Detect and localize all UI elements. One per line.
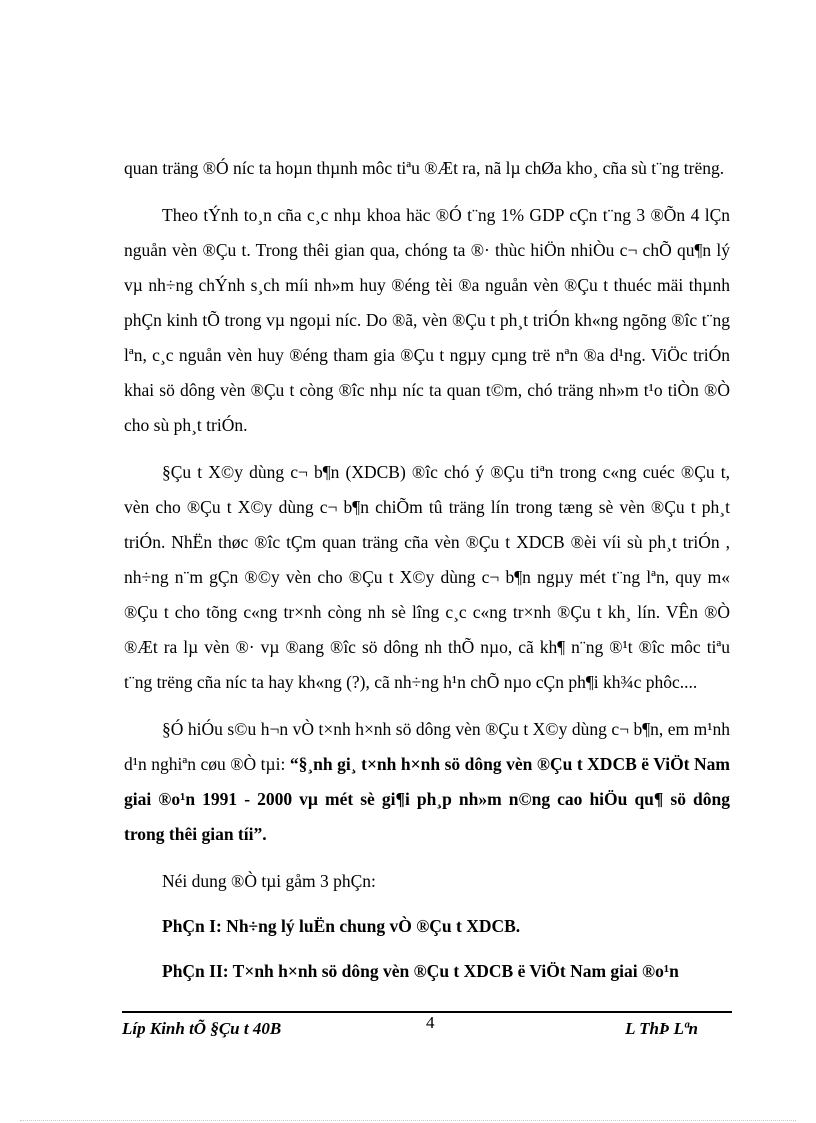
page-number: 4 bbox=[426, 1013, 435, 1032]
topic-title: “§¸nh gi¸ t×nh h×nh sö dông vèn ®Çu t XDCB ë ViÖt Nam giai ®o¹n 1991 - 2000 vµ mét sè gi¶i ph¸p nh»m n©ng cao hiÖu qu¶ sö dông trong thêi gian tíi”. bbox=[124, 754, 730, 844]
footer-author-name: L ThÞ Lªn bbox=[625, 1019, 698, 1038]
topic-intro-text: §Ó hiÓu s©u h¬n vÒ t×nh h×nh sö dông vèn ®Çu t X©y dùng c¬ b¶n, em m¹nh d¹n nghiªn cøu ®Ò tµi: bbox=[124, 719, 730, 774]
section-part-one: PhÇn I: Nh÷ng lý luËn chung vÒ ®Çu t XDCB. bbox=[162, 916, 521, 936]
paragraph-xdcb-investment: §Çu t X©y dùng c¬ b¶n (XDCB) ®îc chó ý ®Çu tiªn trong c«ng cuéc ®Çu t, vèn cho ®Çu t X©y dùng c¬ b¶n chiÕm tû träng lín trong tæng sè vèn ®Çu t ph¸t triÓn. NhËn thøc ®îc tÇm quan träng cña vèn ®Çu t XDCB ®èi víi sù ph¸t triÓn , nh÷ng n¨m gÇn ®©y vèn cho ®Çu t X©y dùng c¬ b¶n ngµy mét t¨ng lªn, quy m« ®Çu t cho tõng c«ng tr×nh còng nh sè lîng c¸c c«ng tr×nh ®Çu t kh¸ lín. VÊn ®Ò ®Æt ra lµ vèn ®· vµ ®ang ®îc sö dông nh thÕ nµo, cã kh¶ n¨ng ®¹t ®îc môc tiªu t¨ng trëng cña níc ta hay kh«ng (?), cã nh÷ng h¹n chÕ nµo cÇn ph¶i kh¾c phôc.... bbox=[124, 462, 730, 692]
paragraph-contents-intro: Néi dung ®Ò tµi gåm 3 phÇn: bbox=[162, 871, 376, 891]
paragraph-continuation: quan träng ®Ó níc ta hoµn thµnh môc tiªu ®Æt ra, nã lµ chØa kho¸ cña sù t¨ng trëng. bbox=[124, 158, 725, 178]
footer-class-name: Líp Kinh tÕ §Çu t 40B bbox=[122, 1019, 282, 1038]
paragraph-investment-calculation: Theo tÝnh to¸n cña c¸c nhµ khoa häc ®Ó t¨ng 1% GDP cÇn t¨ng 3 ®Õn 4 lÇn nguån vèn ®Çu t. Trong thêi gian qua, chóng ta ®· thùc hiÖn nhiÒu c¬ chÕ qu¶n lý vµ nh÷ng chÝnh s¸ch míi nh»m huy ®éng tèi ®a nguån vèn ®Çu t thuéc mäi thµnh phÇn kinh tÕ trong vµ ngoµi níc. Do ®ã, vèn ®Çu t ph¸t triÓn kh«ng ngõng ®îc t¨ng lªn, c¸c nguån vèn huy ®éng tham gia ®Çu t ngµy cµng trë nªn ®a d¹ng. ViÖc triÓn khai sö dông vèn ®Çu t còng ®îc nhµ níc ta quan t©m, chó träng nh»m t¹o tiÒn ®Ò cho sù ph¸t triÓn. bbox=[124, 205, 730, 435]
body-text bbox=[124, 151, 730, 999]
section-part-two: PhÇn II: T×nh h×nh sö dông vèn ®Çu t XDCB ë ViÖt Nam giai ®o¹n bbox=[162, 961, 679, 981]
page-edge-dotted-line bbox=[20, 1120, 796, 1121]
paragraph-research-topic bbox=[124, 712, 730, 852]
